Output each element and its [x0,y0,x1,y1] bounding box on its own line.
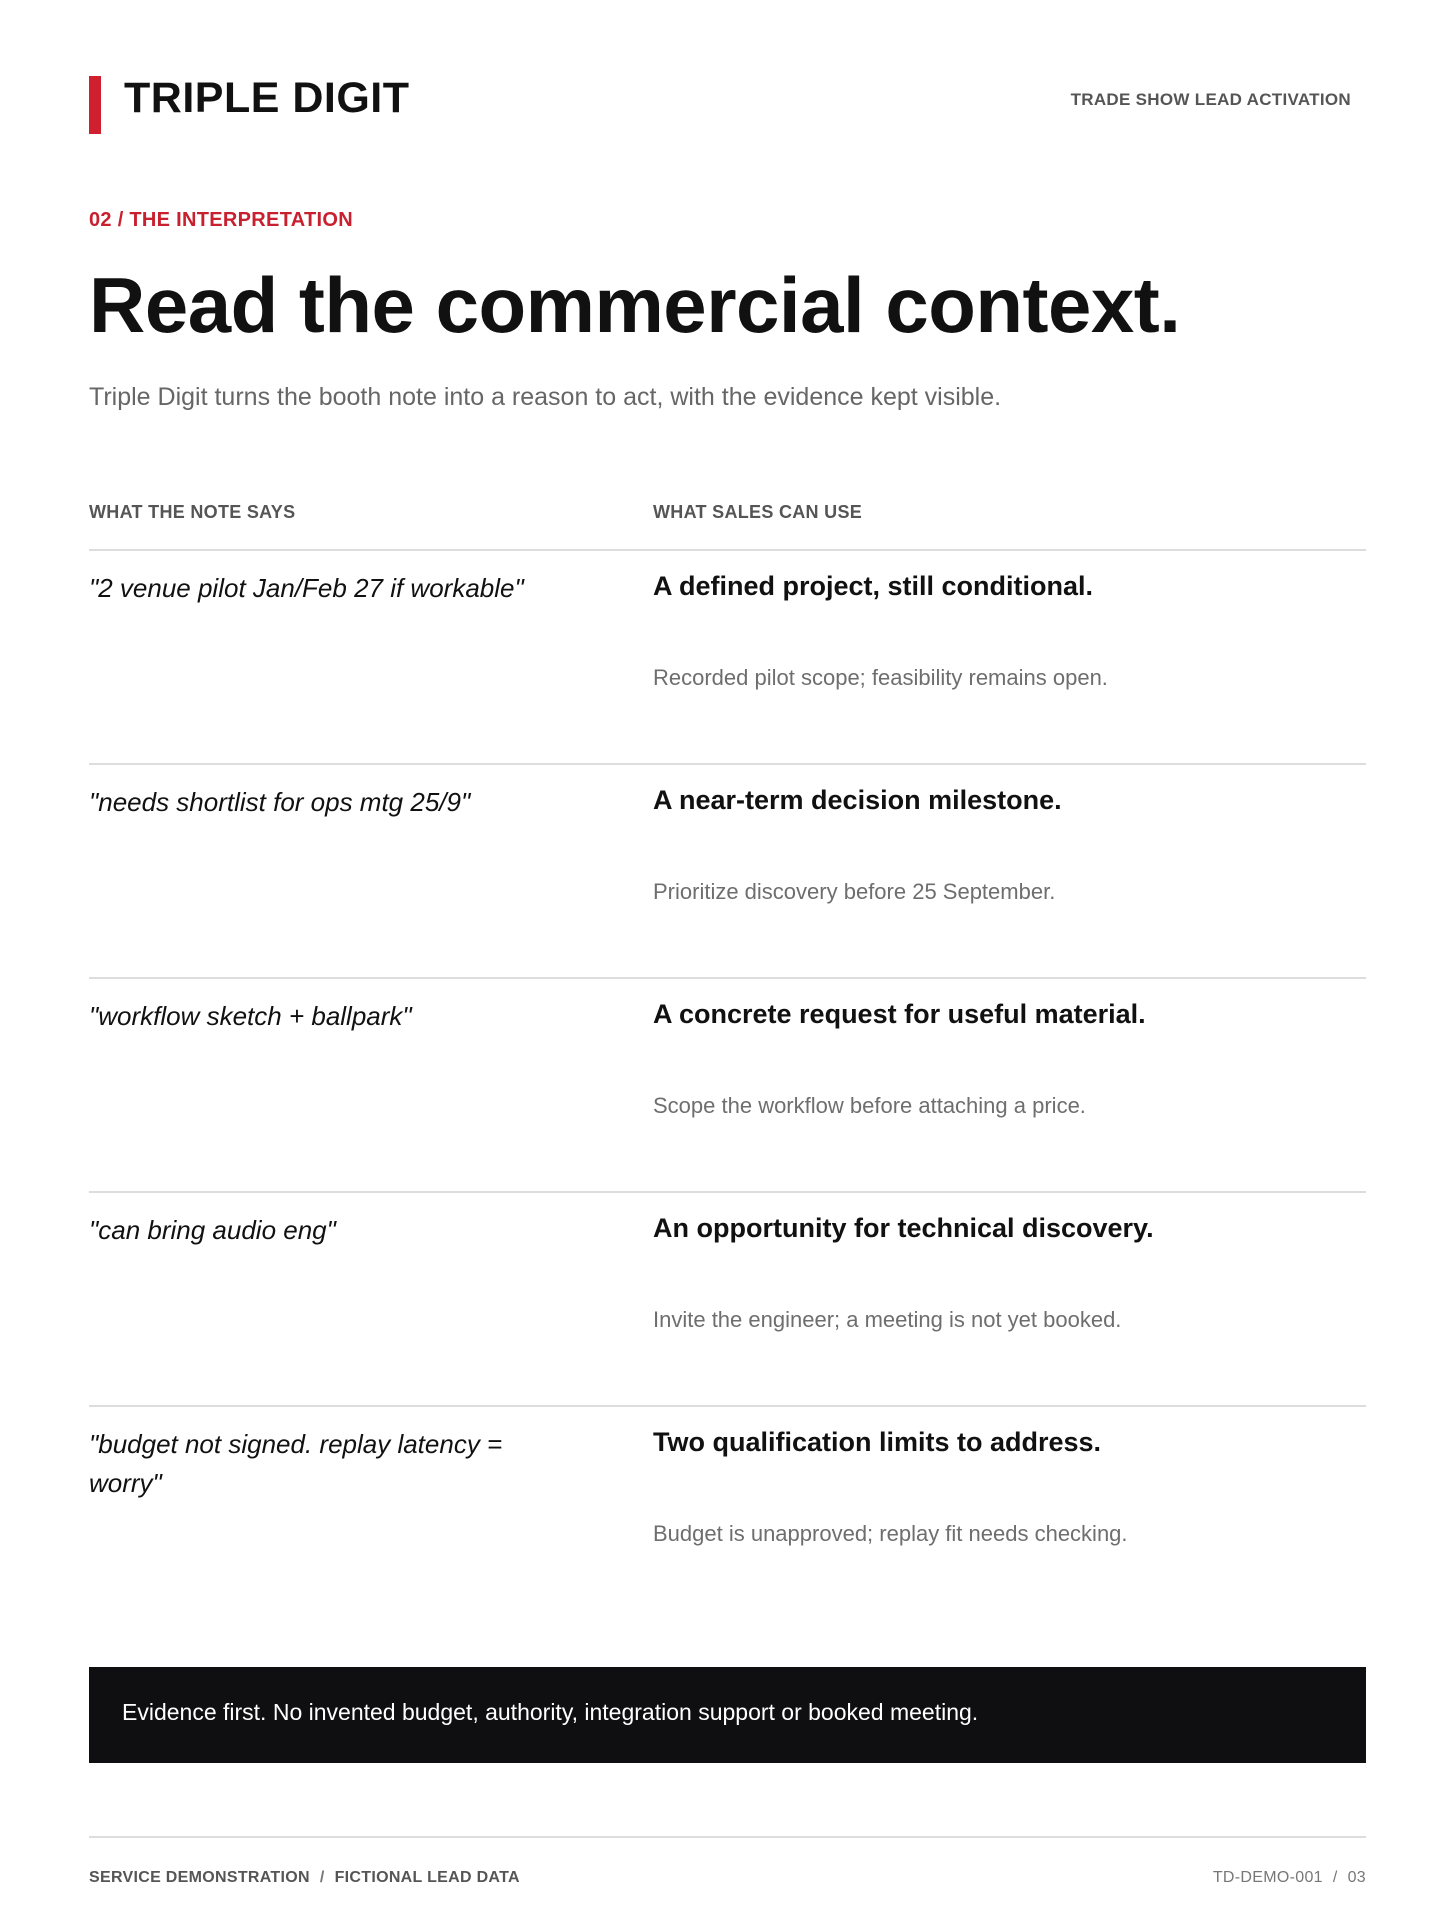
page-subtitle: Triple Digit turns the booth note into a reason to act, with the evidence kept visible. [89,383,1002,411]
column-header-note: WHAT THE NOTE SAYS [89,502,296,522]
note-quote: "needs shortlist for ops mtg 25/9" [89,787,471,817]
use-detail: Prioritize discovery before 25 September. [653,879,1056,904]
footer-separator: / [319,1869,325,1886]
use-title: A defined project, still conditional. [653,571,1094,601]
use-title: An opportunity for technical discovery. [653,1213,1154,1243]
use-title: Two qualification limits to address. [653,1427,1102,1457]
note-quote: "budget not signed. replay latency = worry" [89,1429,503,1498]
use-detail: Budget is unapproved; replay fit needs checking. [653,1521,1128,1546]
table-row [89,765,1366,979]
footer-separator: / [1332,1869,1338,1886]
brand-name: TRIPLE DIGIT [124,74,410,122]
page-number: 03 [1347,1869,1366,1886]
use-title: A concrete request for useful material. [653,999,1146,1029]
header-tagline: TRADE SHOW LEAD ACTIVATION [1070,90,1351,109]
note-quote: "workflow sketch + ballpark" [89,1001,412,1031]
use-detail: Recorded pilot scope; feasibility remains open. [653,665,1108,690]
footer-data-label: FICTIONAL LEAD DATA [334,1869,520,1886]
brand-accent-bar [89,76,101,134]
footer-right [1213,1869,1366,1887]
use-detail: Invite the engineer; a meeting is not yet booked. [653,1307,1122,1332]
callout-text: Evidence first. No invented budget, authority, integration support or booked meeting. [122,1699,979,1725]
note-quote: "2 venue pilot Jan/Feb 27 if workable" [89,573,524,603]
page-title: Read the commercial context. [89,261,1181,349]
footer-left [89,1869,520,1887]
footer-divider [89,1836,1366,1838]
evidence-callout [89,1667,1366,1763]
table-row [89,1407,1366,1621]
table-row [89,551,1366,765]
table-row [89,1193,1366,1407]
section-label: 02 / THE INTERPRETATION [89,209,353,231]
use-detail: Scope the workflow before attaching a price. [653,1093,1086,1118]
document-id: TD-DEMO-001 [1212,1869,1323,1886]
table-row [89,979,1366,1193]
use-title: A near-term decision milestone. [653,785,1062,815]
note-quote: "can bring audio eng" [89,1215,336,1245]
page-header [89,76,1351,134]
column-header-use: WHAT SALES CAN USE [653,502,863,522]
footer-demo-label: SERVICE DEMONSTRATION [89,1869,310,1886]
table-rows [89,551,1366,1621]
